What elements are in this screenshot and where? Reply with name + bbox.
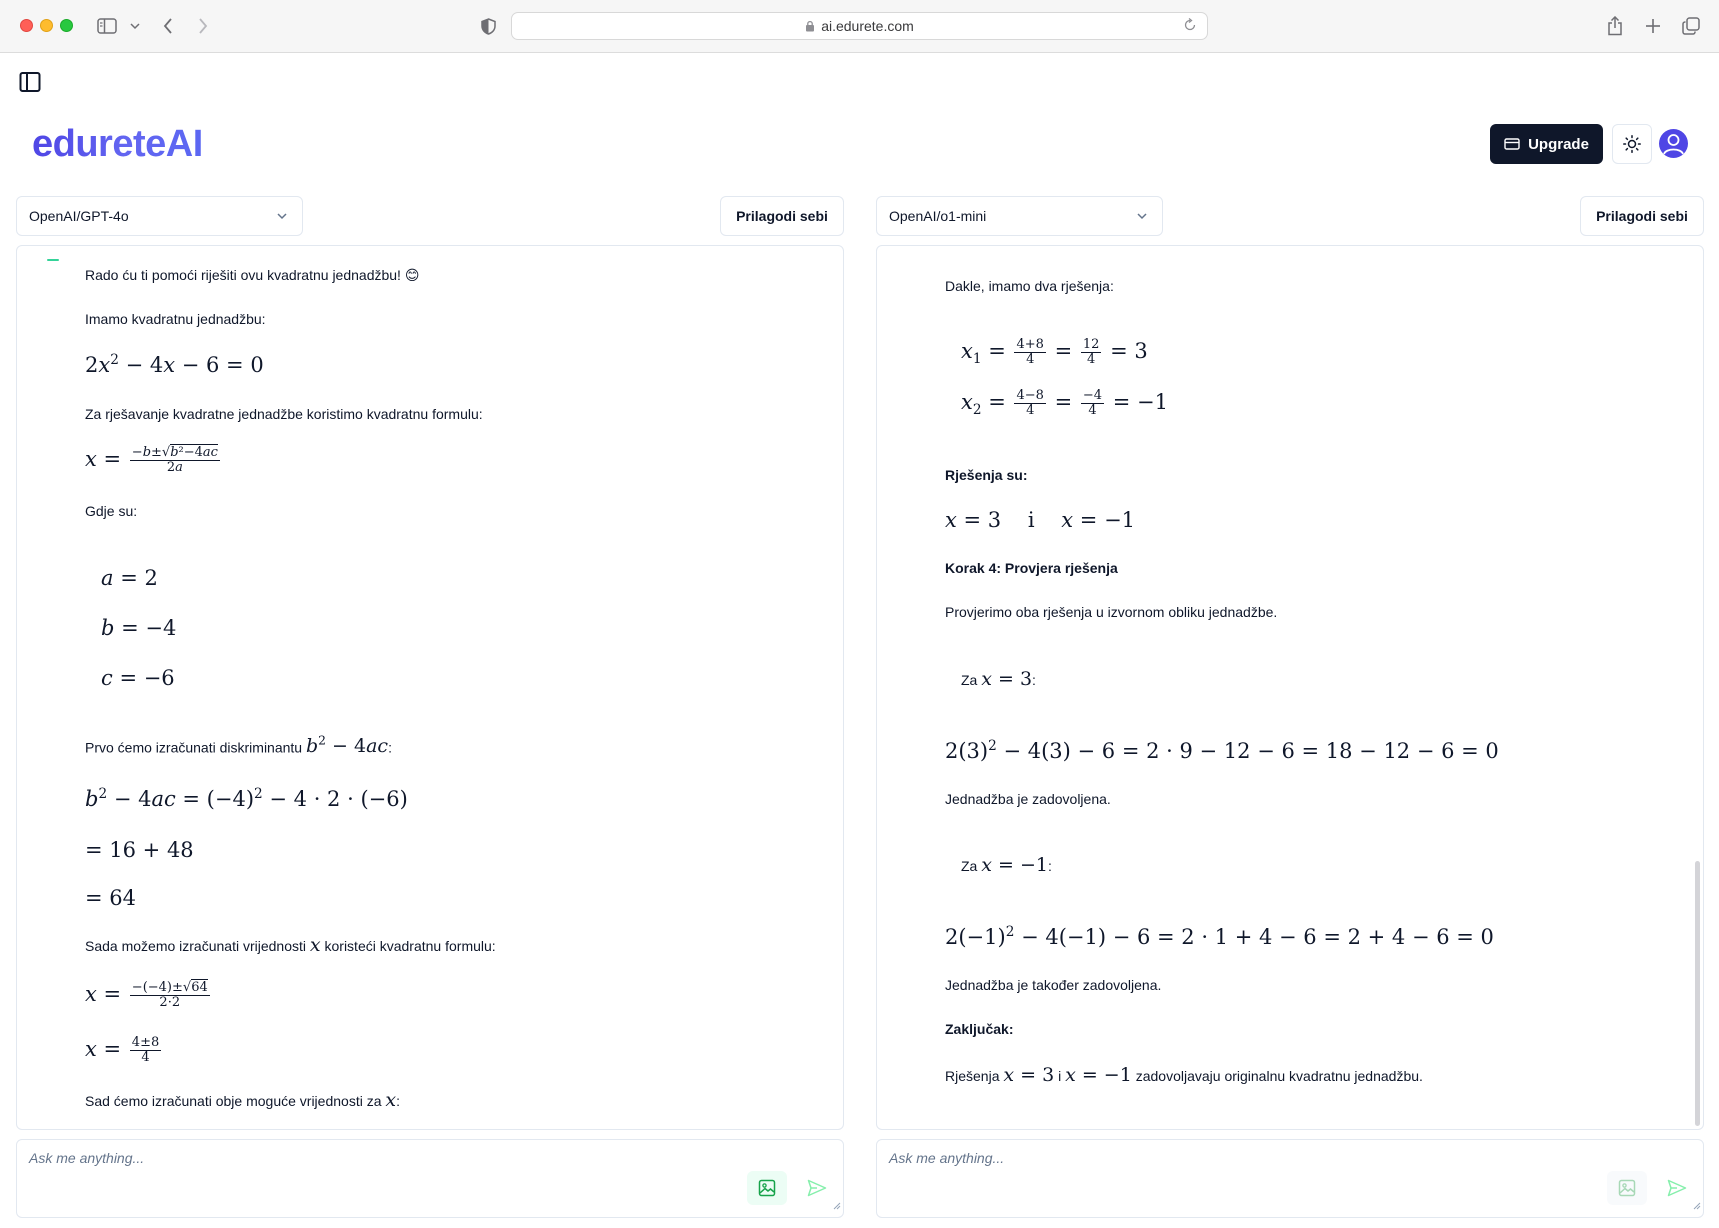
message-text: Provjerimo oba rješenja u izvornom obliku jednadžbe. [945, 604, 1278, 620]
resize-handle-icon[interactable] [833, 1197, 841, 1215]
message-heading: Zaključak: [945, 1021, 1014, 1037]
math-equation: $2(3)^2 - 4(3) - 6 = 2 \cdot 9 - 12 - 6 = 18 - 12 - 6 = 0$ [945, 738, 1499, 763]
privacy-shield-icon[interactable] [479, 14, 497, 38]
message-text: Rješenja x = 3 i x = −1 zadovoljavaju originalnu kvadratnu jednadžbu. [945, 1064, 1423, 1086]
message-text: Jednadžba je također zadovoljena. [945, 977, 1162, 993]
close-window-button[interactable] [20, 19, 33, 32]
back-icon[interactable] [160, 14, 176, 38]
assistant-marker [47, 259, 59, 261]
chevron-down-icon [1136, 210, 1148, 222]
reload-icon[interactable] [1183, 18, 1197, 32]
math-equation: x = $\frac{\text{−b±√b²−4ac}}{2a}$ [85, 445, 218, 475]
credit-card-icon [1504, 138, 1520, 150]
math-equation: = 16 + 48 [85, 838, 194, 862]
input-placeholder: Ask me anything... [29, 1150, 145, 1166]
left-model-select[interactable] [16, 196, 303, 236]
send-button[interactable] [1657, 1171, 1697, 1205]
math-equation: $2x^2 - 4x - 6 = 0$ [85, 352, 264, 377]
new-tab-icon[interactable] [1644, 14, 1662, 38]
message-text: Za x = 3: [961, 668, 1036, 690]
message-heading: Rješenja su: [945, 467, 1028, 483]
share-icon[interactable] [1606, 14, 1624, 38]
math-equation: $b^2 - 4ac = (-4)^2 - 4 \cdot 2 \cdot (-6)$ [85, 786, 408, 811]
sun-icon [1623, 135, 1641, 153]
message-text: Prvo ćemo izračunati diskriminantu $b^2 - 4ac$: [85, 734, 392, 758]
chevron-down-icon[interactable] [129, 14, 141, 38]
left-chat-input[interactable] [16, 1139, 844, 1218]
right-chat-panel[interactable] [876, 245, 1704, 1130]
right-chat-input[interactable] [876, 1139, 1704, 1218]
message-text-fragment: Rješenja [945, 1068, 1000, 1084]
tab-overview-icon[interactable] [1681, 14, 1701, 38]
sidebar-toggle-icon[interactable] [19, 71, 41, 93]
chat-scrollbar[interactable] [1695, 861, 1700, 1126]
math-equation: = 64 [85, 886, 136, 910]
attach-image-button[interactable] [747, 1171, 787, 1205]
math-equation: c = −6 [101, 666, 175, 690]
send-button[interactable] [797, 1171, 837, 1205]
math-equation: x = $\frac{-(-4)\pm√64}{2\cdot 2}$ [85, 980, 208, 1010]
message-text-fragment: Za [961, 672, 978, 688]
attach-image-button[interactable] [1607, 1171, 1647, 1205]
zoom-window-button[interactable] [60, 19, 73, 32]
right-adjust-button[interactable]: Prilagodi sebi [1580, 196, 1704, 236]
math-equation: $x_2$ = $\frac{4-8}{4}$ = $\frac{-4}{4}$ = −1 [961, 388, 1168, 419]
math-equation: x = 3 i x = −1 [945, 508, 1136, 532]
message-text-fragment: Za [961, 858, 978, 874]
right-model-value: OpenAI/o1-mini [889, 208, 987, 224]
message-text: Za x = −1: [961, 854, 1052, 876]
send-icon [1667, 1179, 1687, 1197]
forward-icon[interactable] [195, 14, 211, 38]
message-text: Gdje su: [85, 503, 138, 519]
message-text: Rado ću ti pomoći riješiti ovu kvadratnu jednadžbu! 😊 [85, 267, 420, 283]
message-text: Dakle, imamo dva rješenja: [945, 278, 1114, 294]
user-avatar[interactable] [1659, 129, 1688, 158]
math-equation: $x_1$ = $\frac{4+8}{4}$ = $\frac{12}{4}$ = 3 [961, 337, 1148, 368]
minimize-window-button[interactable] [40, 19, 53, 32]
url-text: ai.edurete.com [821, 18, 914, 34]
address-bar[interactable] [511, 12, 1208, 40]
left-chat-panel[interactable] [16, 245, 844, 1130]
left-model-value: OpenAI/GPT-4o [29, 208, 129, 224]
math-equation: x = $\frac{4\pm 8}{4}$ [85, 1035, 160, 1065]
upgrade-button[interactable] [1490, 124, 1603, 164]
message-text-fragment: i [1058, 1068, 1062, 1084]
math-equation: a = 2 [101, 566, 158, 590]
input-placeholder: Ask me anything... [889, 1150, 1005, 1166]
app-logo[interactable]: edureteAI [32, 120, 203, 168]
upgrade-label: Upgrade [1528, 135, 1589, 153]
message-text: Za rješavanje kvadratne jednadžbe koristimo kvadratnu formulu: [85, 406, 483, 422]
theme-toggle-button[interactable] [1612, 124, 1652, 164]
message-text: Jednadžba je zadovoljena. [945, 791, 1111, 807]
message-heading: Korak 4: Provjera rješenja [945, 560, 1118, 576]
message-text: Imamo kvadratnu jednadžbu: [85, 311, 266, 327]
message-text-fragment: Sada možemo izračunati vrijednosti [85, 938, 306, 954]
browser-toolbar [0, 0, 1719, 53]
math-equation: $2(-1)^2 - 4(-1) - 6 = 2 \cdot 1 + 4 - 6 = 2 + 4 - 6 = 0$ [945, 924, 1494, 949]
message-text-fragment: zadovoljavaju originalnu kvadratnu jednadžbu. [1135, 1068, 1423, 1084]
right-model-select[interactable] [876, 196, 1163, 236]
sidebar-icon[interactable] [96, 14, 118, 38]
left-adjust-button[interactable]: Prilagodi sebi [720, 196, 844, 236]
message-text-fragment: Sad ćemo izračunati obje moguće vrijednosti za [85, 1093, 382, 1109]
message-text: Sad ćemo izračunati obje moguće vrijednosti za x: [85, 1089, 400, 1111]
chevron-down-icon [276, 210, 288, 222]
send-icon [807, 1179, 827, 1197]
lock-icon [805, 20, 815, 32]
message-text: Sada možemo izračunati vrijednosti x koristeći kvadratnu formulu: [85, 934, 496, 956]
message-text-fragment: Prvo ćemo izračunati diskriminantu [85, 739, 303, 756]
message-text-fragment: koristeći kvadratnu formulu: [324, 938, 496, 954]
image-icon [1618, 1179, 1636, 1197]
resize-handle-icon[interactable] [1693, 1197, 1701, 1215]
math-equation: b = −4 [101, 616, 177, 640]
image-icon [758, 1179, 776, 1197]
